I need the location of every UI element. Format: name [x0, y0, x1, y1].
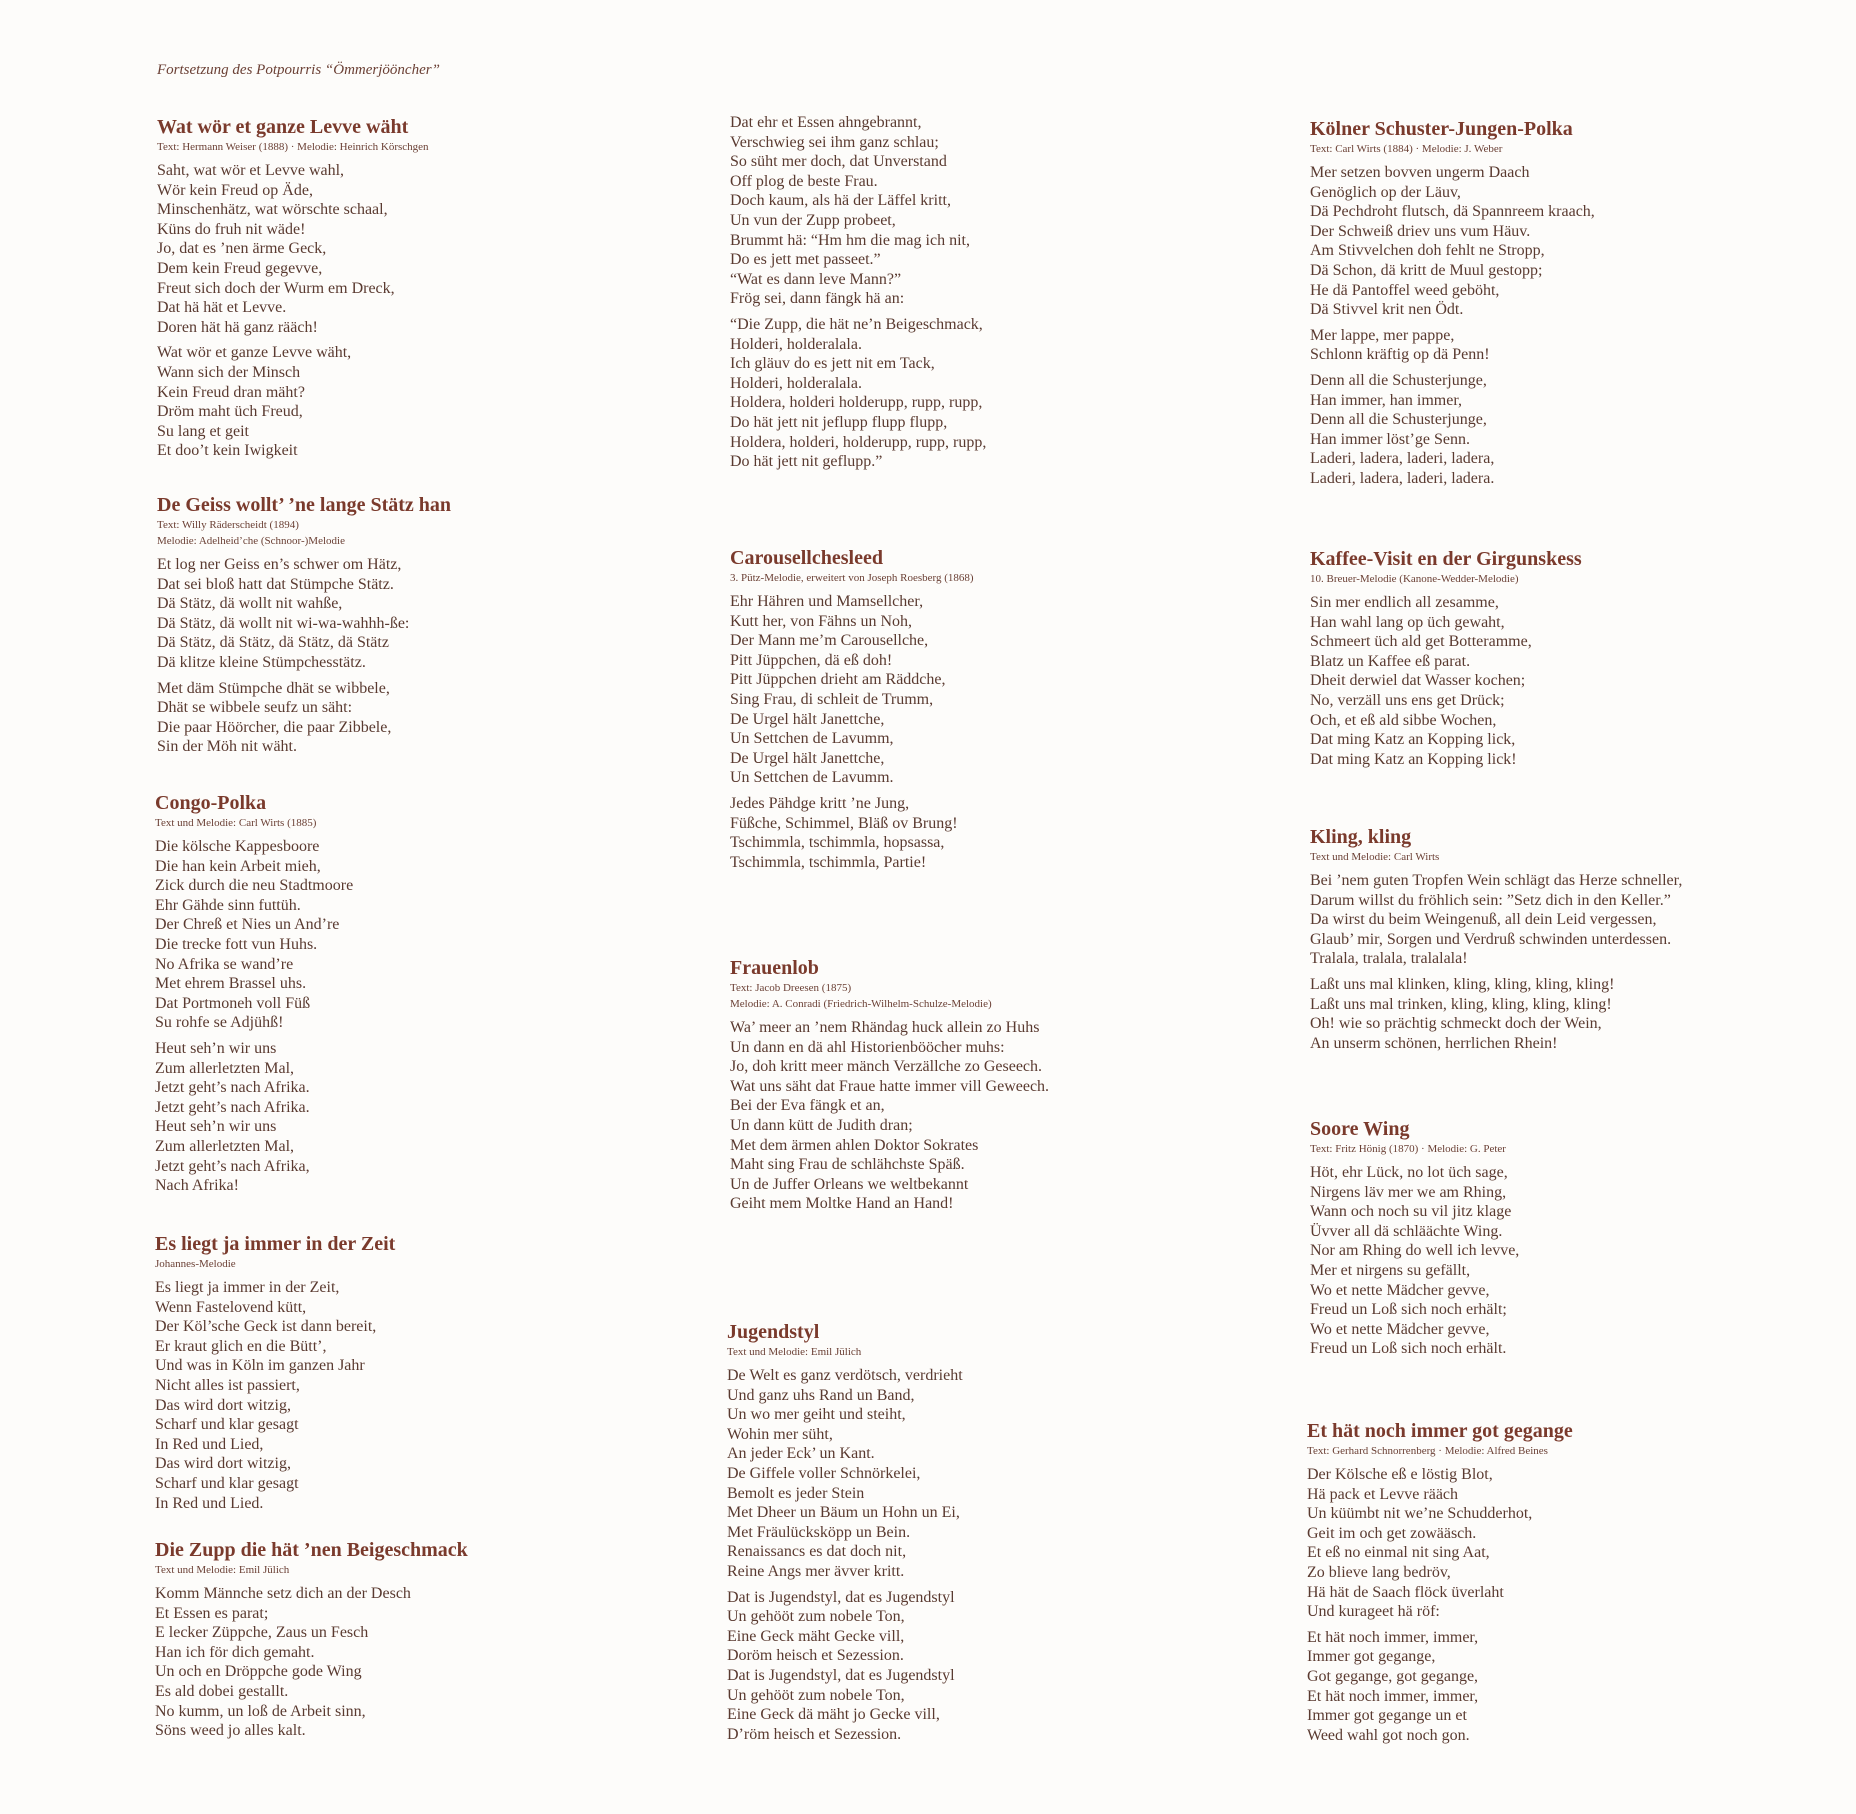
- lyric-line: Mer setzen bovven ungerm Daach: [1310, 164, 1530, 181]
- stanza: [155, 1039, 715, 1196]
- lyric-line: Holderi, holderalala.: [730, 374, 862, 392]
- lyric-line: Dheit derwiel dat Wasser kochen;: [1310, 672, 1526, 690]
- lyric-line: Doren hät hä ganz rääch!: [157, 318, 318, 336]
- lyric-line: Und ganz uhs Rand un Band,: [727, 1386, 915, 1404]
- lyric-line: E lecker Züppche, Zaus un Fesch: [155, 1624, 369, 1642]
- lyric-line: Un vun der Zupp probeet,: [730, 211, 896, 229]
- lyric-line: Laderi, ladera, laderi, ladera.: [1310, 469, 1495, 487]
- lyric-line: Komm Männche setz dich an der Desch: [155, 1585, 411, 1602]
- lyric-line: Jo, dat es ’nen ärme Geck,: [157, 240, 327, 258]
- lyric-line: D’röm heisch et Sezession.: [727, 1725, 902, 1743]
- lyric-line: Zick durch die neu Stadtmoore: [155, 877, 354, 895]
- lyric-line: Dä Schon, dä kritt de Muul gestopp;: [1310, 261, 1543, 279]
- song-title: Die Zupp die hät ’nen Beigeschmack: [155, 1539, 468, 1561]
- lyric-line: Söns weed jo alles kalt.: [155, 1722, 306, 1740]
- lyric-line: “Die Zupp, die hät ne’n Beigeschmack,: [730, 315, 983, 333]
- lyric-line: Un dann en dä ahl Historienbööcher muhs:: [730, 1038, 1005, 1056]
- song-credits: Text und Melodie: Emil Jülich: [727, 1346, 862, 1358]
- lyric-line: Der Mann me’m Carousellche,: [730, 632, 929, 650]
- lyric-line: Die paar Höörcher, die paar Zibbele,: [157, 718, 392, 736]
- lyric-line: So süht mer doch, dat Unverstand: [730, 153, 947, 171]
- lyric-line: Dat ehr et Essen ahngebrannt,: [730, 114, 922, 131]
- lyric-line: Jetzt geht’s nach Afrika,: [155, 1157, 310, 1175]
- lyric-line: Der Schweiß driev uns vum Häuv.: [1310, 222, 1531, 240]
- lyric-line: Die han kein Arbeit mieh,: [155, 857, 321, 875]
- lyric-line: Kein Freud dran mäht?: [157, 383, 305, 401]
- lyric-line: Freud un Loß sich noch erhält;: [1310, 1301, 1507, 1319]
- lyric-line: Oh! wie so prächtig schmeckt doch der Wein,: [1310, 1015, 1602, 1033]
- lyric-line: Wat uns säht dat Fraue hatte immer vill Geweech.: [730, 1077, 1050, 1095]
- lyric-line: De Urgel hält Janettche,: [730, 710, 885, 728]
- lyric-line: Jedes Pähdge kritt ’ne Jung,: [730, 794, 910, 812]
- lyric-line: Holderi, holderalala.: [730, 335, 862, 353]
- song-title: Es liegt ja immer in der Zeit: [155, 1233, 396, 1255]
- lyric-line: Dä Stätz, dä wollt nit wi-wa-wahhh-ße:: [157, 614, 410, 632]
- song-credits: Melodie: A. Conradi (Friedrich-Wilhelm-Schulze-Melodie): [730, 998, 992, 1010]
- lyric-line: Met dem ärmen ahlen Doktor Sokrates: [730, 1136, 979, 1154]
- lyric-line: Su lang et geit: [157, 422, 249, 440]
- lyric-line: Et eß no einmal nit sing Aat,: [1307, 1544, 1490, 1562]
- stanza: [727, 1588, 1287, 1745]
- lyric-line: Nor am Rhing do well ich levve,: [1310, 1242, 1520, 1260]
- lyric-line: Scharf und klar gesagt: [155, 1416, 299, 1434]
- lyric-line: Zo blieve lang bedröv,: [1307, 1563, 1451, 1581]
- lyric-line: Met ehrem Brassel uhs.: [155, 975, 307, 993]
- lyric-line: De Welt es ganz verdötsch, verdrieht: [727, 1367, 963, 1384]
- lyric-line: Füßche, Schimmel, Bläß ov Brung!: [730, 814, 958, 832]
- song-die-zupp-cont: [730, 113, 1290, 472]
- song-credits: Melodie: Adelheid’che (Schnoor-)Melodie: [157, 535, 345, 547]
- lyric-line: Immer got gegange un et: [1307, 1707, 1467, 1725]
- lyric-line: Und was in Köln im ganzen Jahr: [155, 1357, 365, 1375]
- song-carousell: [730, 546, 1290, 872]
- lyric-line: Frög sei, dann fängk hä an:: [730, 290, 905, 308]
- song-wat-wor: [157, 115, 717, 461]
- lyric-line: Do es jett met passeet.”: [730, 251, 881, 269]
- lyric-line: Dat is Jugendstyl, dat es Jugendstyl: [727, 1588, 955, 1606]
- lyric-line: Üvver all dä schläächte Wing.: [1310, 1222, 1503, 1240]
- stanza: [730, 794, 1290, 872]
- lyric-line: Un dann kütt de Judith dran;: [730, 1116, 913, 1134]
- lyric-line: Zum allerletzten Mal,: [155, 1137, 295, 1155]
- lyric-line: Laßt uns mal trinken, kling, kling, kling, kling!: [1310, 995, 1612, 1013]
- lyric-line: Denn all die Schusterjunge,: [1310, 371, 1487, 389]
- lyric-line: Dat Portmoneh voll Füß: [155, 994, 311, 1012]
- song-credits: Text und Melodie: Emil Jülich: [155, 1564, 290, 1576]
- lyric-line: Holdera, holderi holderupp, rupp, rupp,: [730, 394, 983, 412]
- lyric-line: Ich gläuv do es jett nit em Tack,: [730, 355, 935, 373]
- song-title: Jugendstyl: [727, 1321, 820, 1343]
- lyric-line: “Wat es dann leve Mann?”: [730, 270, 902, 288]
- stanza: [155, 837, 715, 1033]
- lyric-line: Renaissancs es dat doch nit,: [727, 1543, 907, 1561]
- lyric-line: Kutt her, von Fähns un Noh,: [730, 612, 913, 630]
- lyric-line: Och, et eß ald sibbe Wochen,: [1310, 711, 1497, 729]
- lyric-line: Schmeert üch ald get Botteramme,: [1310, 633, 1532, 651]
- lyric-line: Got gegange, got gegange,: [1307, 1667, 1479, 1685]
- lyric-line: Un gehööt zum nobele Ton,: [727, 1686, 905, 1704]
- song-title: Kaffee-Visit en der Girgunskess: [1310, 548, 1582, 570]
- stanza: [730, 1018, 1290, 1214]
- song-credits: Text: Willy Räderscheidt (1894): [157, 519, 299, 531]
- lyric-line: Dä Stivvel krit nen Ödt.: [1310, 301, 1464, 319]
- lyric-line: Ehr Hähren und Mamsellcher,: [730, 593, 924, 610]
- lyric-line: Wo et nette Mädcher gevve,: [1310, 1320, 1490, 1338]
- stanza: [1310, 871, 1856, 969]
- lyric-line: Nirgens läv mer we am Rhing,: [1310, 1183, 1507, 1201]
- lyric-line: Reine Angs mer ävver kritt.: [727, 1562, 905, 1580]
- lyric-line: Dat ming Katz an Kopping lick,: [1310, 731, 1516, 749]
- song-kaffee: [1310, 547, 1856, 769]
- lyric-line: Da wirst du beim Weingenuß, all dein Leid vergessen,: [1310, 911, 1657, 929]
- stanza: [730, 113, 1290, 309]
- lyric-line: Off plog de beste Frau.: [730, 172, 878, 190]
- lyric-line: Heut seh’n wir uns: [155, 1039, 277, 1057]
- lyric-line: Tralala, tralala, tralalala!: [1310, 950, 1468, 968]
- lyric-line: Sin der Möh nit wäht.: [157, 738, 297, 756]
- stanza: [157, 343, 717, 461]
- lyric-line: Hä hät de Saach flöck üverlaht: [1307, 1583, 1504, 1601]
- lyric-line: Geit im och get zowääsch.: [1307, 1524, 1477, 1542]
- lyric-line: Ehr Gähde sinn futtüh.: [155, 896, 301, 914]
- lyric-line: Jo, doh kritt meer mänch Verzällche zo Geseech.: [730, 1058, 1043, 1076]
- lyric-line: Maht sing Frau de schlähchste Späß.: [730, 1156, 965, 1174]
- lyric-line: Dem kein Freud gegevve,: [157, 259, 323, 277]
- lyric-line: Eine Geck dä mäht jo Gecke vill,: [727, 1706, 940, 1724]
- lyric-line: Das wird dort witzig,: [155, 1455, 291, 1473]
- lyric-line: Blatz un Kaffee eß parat.: [1310, 652, 1471, 670]
- lyric-line: Brummt hä: “Hm hm die mag ich nit,: [730, 231, 970, 249]
- song-schuster: [1310, 117, 1856, 489]
- stanza: [155, 1278, 715, 1513]
- lyric-line: Doch kaum, als hä der Läffel kritt,: [730, 192, 951, 210]
- lyric-line: Die trecke fott vun Huhs.: [155, 935, 318, 953]
- stanza: [1307, 1628, 1856, 1746]
- song-title: Kling, kling: [1310, 826, 1412, 848]
- lyric-line: Tschimmla, tschimmla, hopsassa,: [730, 834, 945, 852]
- lyric-line: In Red und Lied.: [155, 1494, 264, 1512]
- lyric-line: Jetzt geht’s nach Afrika.: [155, 1098, 310, 1116]
- lyric-line: Bemolt es jeder Stein: [727, 1484, 865, 1502]
- lyric-line: Met Dheer un Bäum un Hohn un Ei,: [727, 1504, 960, 1522]
- lyric-line: Un küümbt nit we’ne Schudderhot,: [1307, 1505, 1533, 1523]
- lyric-line: Er kraut glich en die Bütt’,: [155, 1337, 327, 1355]
- lyric-line: Geiht mem Moltke Hand an Hand!: [730, 1195, 954, 1213]
- lyric-line: Un de Juffer Orleans we weltbekannt: [730, 1175, 969, 1193]
- stanza: [155, 1584, 715, 1741]
- lyric-line: Jetzt geht’s nach Afrika.: [155, 1079, 310, 1097]
- stanza: [1310, 975, 1856, 1053]
- song-title: De Geiss wollt’ ’ne lange Stätz han: [157, 494, 452, 516]
- lyric-line: Saht, wat wör et Levve wahl,: [157, 162, 345, 179]
- lyric-line: Holdera, holderi, holderupp, rupp, rupp,: [730, 433, 987, 451]
- song-title: Frauenlob: [730, 957, 819, 979]
- stanza: [727, 1366, 1287, 1582]
- lyric-line: Dhät se wibbele seufz un säht:: [157, 699, 353, 717]
- lyric-line: Eine Geck mäht Gecke vill,: [727, 1627, 905, 1645]
- lyric-line: Su rohfe se Adjühß!: [155, 1014, 284, 1032]
- song-kling: [1310, 825, 1856, 1053]
- lyric-line: Weed wahl got noch gon.: [1307, 1726, 1470, 1744]
- stanza: [157, 161, 717, 337]
- stanza: [1310, 593, 1856, 769]
- song-congo: [155, 791, 715, 1196]
- lyric-line: Der Chreß et Nies un And’re: [155, 916, 340, 934]
- lyric-line: Nicht alles ist passiert,: [155, 1376, 300, 1394]
- lyric-line: Han immer löst’ge Senn.: [1310, 430, 1470, 448]
- song-soore: [1310, 1117, 1856, 1359]
- lyric-line: Et doo’t kein Iwigkeit: [157, 442, 298, 460]
- lyric-line: Dä klitze kleine Stümpchesstätz.: [157, 653, 366, 671]
- song-title: Soore Wing: [1310, 1118, 1410, 1140]
- lyric-line: Zum allerletzten Mal,: [155, 1059, 295, 1077]
- lyric-line: Wo et nette Mädcher gevve,: [1310, 1281, 1490, 1299]
- song-es-liegt: [155, 1232, 715, 1513]
- song-de-geiss: [157, 493, 717, 757]
- lyric-line: Un gehööt zum nobele Ton,: [727, 1608, 905, 1626]
- song-credits: 3. Pütz-Melodie, erweitert von Joseph Roesberg (1868): [730, 572, 974, 584]
- lyric-line: Heut seh’n wir uns: [155, 1118, 277, 1136]
- stanza: [1310, 1163, 1856, 1359]
- stanza: [1310, 371, 1856, 489]
- lyric-line: Un och en Dröppche gode Wing: [155, 1663, 362, 1681]
- lyric-line: Do hät jett nit geflupp.”: [730, 453, 883, 471]
- lyric-line: Es liegt ja immer in der Zeit,: [155, 1279, 340, 1296]
- lyric-line: Glaub’ mir, Sorgen und Verdruß schwinden unterdessen.: [1310, 930, 1672, 948]
- song-credits: Text: Hermann Weiser (1888) · Melodie: Heinrich Körschgen: [157, 141, 429, 153]
- lyric-line: Laderi, ladera, laderi, ladera,: [1310, 450, 1495, 468]
- lyric-line: Met Fräulücksköpp un Bein.: [727, 1523, 911, 1541]
- lyric-line: Dat is Jugendstyl, dat es Jugendstyl: [727, 1666, 955, 1684]
- lyric-line: Wohin mer süht,: [727, 1425, 833, 1443]
- lyric-line: Scharf und klar gesagt: [155, 1474, 299, 1492]
- lyric-line: Dat ming Katz an Kopping lick!: [1310, 750, 1517, 768]
- lyric-line: Der Köl’sche Geck ist dann bereit,: [155, 1318, 377, 1336]
- lyric-line: Mer lappe, mer pappe,: [1310, 326, 1455, 344]
- lyric-line: No, verzäll uns ens get Drück;: [1310, 691, 1505, 709]
- lyric-line: Verschwieg sei ihm ganz schlau;: [730, 133, 939, 151]
- lyric-line: Wat wör et ganze Levve wäht,: [157, 344, 352, 362]
- lyric-line: Pitt Jüppchen, dä eß doh!: [730, 651, 893, 669]
- song-title: Carousellchesleed: [730, 547, 883, 569]
- lyric-line: Do hät jett nit jeflupp flupp flupp,: [730, 413, 948, 431]
- lyric-line: In Red und Lied,: [155, 1435, 264, 1453]
- lyric-line: Et hät noch immer, immer,: [1307, 1687, 1479, 1705]
- lyric-line: Dat hä hät et Levve.: [157, 299, 287, 317]
- lyric-line: Han ich för dich gemaht.: [155, 1643, 315, 1661]
- song-credits: Text: Jacob Dreesen (1875): [730, 982, 852, 994]
- lyric-line: Dä Stätz, dä wollt nit wahße,: [157, 595, 343, 613]
- stanza: [730, 315, 1290, 472]
- song-die-zupp: [155, 1538, 715, 1741]
- lyric-line: Pitt Jüppchen drieht am Räddche,: [730, 671, 946, 689]
- lyric-line: Nach Afrika!: [155, 1177, 239, 1195]
- lyric-line: Wenn Fastelovend kütt,: [155, 1298, 307, 1316]
- lyric-line: Der Kölsche eß e löstig Blot,: [1307, 1466, 1493, 1483]
- song-frauenlob: [730, 956, 1290, 1214]
- stanza: [157, 679, 717, 757]
- lyric-line: Mer et nirgens su gefällt,: [1310, 1261, 1471, 1279]
- song-title: Kölner Schuster-Jungen-Polka: [1310, 118, 1573, 140]
- stanza: [1310, 326, 1856, 365]
- lyric-line: Doröm heisch et Sezession.: [727, 1647, 904, 1665]
- song-et-hat: [1307, 1419, 1856, 1745]
- lyric-line: Un wo mer geiht und steiht,: [727, 1406, 906, 1424]
- lyric-line: Dröm maht üch Freud,: [157, 403, 303, 421]
- lyric-line: Wann sich der Minsch: [157, 363, 301, 381]
- lyric-line: Hä pack et Levve rääch: [1307, 1485, 1459, 1503]
- lyric-line: Schlonn kräftig op dä Penn!: [1310, 346, 1490, 364]
- lyric-line: Sin mer endlich all zesamme,: [1310, 594, 1499, 611]
- lyric-line: Küns do fruh nit wäde!: [157, 220, 306, 238]
- lyric-line: Es ald dobei gestallt.: [155, 1682, 289, 1700]
- song-credits: Text: Fritz Hönig (1870) · Melodie: G. Peter: [1310, 1143, 1506, 1155]
- lyric-line: Et Essen es parat;: [155, 1604, 269, 1622]
- page-header: Fortsetzung des Potpourris “Ömmerjööncher”: [157, 62, 440, 78]
- lyric-line: Die kölsche Kappesboore: [155, 838, 320, 855]
- lyric-line: Immer got gegange,: [1307, 1648, 1436, 1666]
- song-title: Congo-Polka: [155, 792, 267, 814]
- lyric-line: Das wird dort witzig,: [155, 1396, 291, 1414]
- lyric-line: Wa’ meer an ’nem Rhändag huck allein zo Huhs: [730, 1019, 1040, 1036]
- lyric-line: Wör kein Freud op Äde,: [157, 181, 313, 199]
- lyric-line: No kumm, un loß de Arbeit sinn,: [155, 1702, 366, 1720]
- lyric-line: Höt, ehr Lück, no lot üch sage,: [1310, 1164, 1508, 1181]
- lyric-line: Bei ’nem guten Tropfen Wein schlägt das Herze schneller,: [1310, 872, 1683, 889]
- lyric-line: An jeder Eck’ un Kant.: [727, 1445, 875, 1463]
- stanza: [157, 555, 717, 673]
- song-title: Et hät noch immer got gegange: [1307, 1420, 1573, 1442]
- lyric-line: Han immer, han immer,: [1310, 391, 1463, 409]
- lyric-line: No Afrika se wand’re: [155, 955, 294, 973]
- stanza: [1310, 163, 1856, 320]
- lyric-line: Sing Frau, di schleit de Trumm,: [730, 690, 934, 708]
- stanza: [1307, 1465, 1856, 1622]
- lyric-line: Wann och noch su vil jitz klage: [1310, 1203, 1512, 1221]
- lyric-line: Bei der Eva fängk et an,: [730, 1097, 885, 1115]
- song-credits: Text und Melodie: Carl Wirts (1885): [155, 817, 317, 829]
- lyric-line: He dä Pantoffel weed geböht,: [1310, 281, 1500, 299]
- lyric-line: Tschimmla, tschimmla, Partie!: [730, 853, 927, 871]
- lyric-line: Met däm Stümpche dhät se wibbele,: [157, 679, 390, 697]
- lyric-line: Un Settchen de Lavumm,: [730, 730, 894, 748]
- lyric-line: Darum willst du fröhlich sein: ”Setz dich in den Keller.”: [1310, 891, 1671, 909]
- song-jugendstyl: [727, 1320, 1287, 1744]
- song-credits: Text: Carl Wirts (1884) · Melodie: J. Weber: [1310, 143, 1503, 155]
- lyric-line: Et log ner Geiss en’s schwer om Hätz,: [157, 556, 402, 573]
- lyric-line: De Giffele voller Schnörkelei,: [727, 1464, 921, 1482]
- lyric-line: Un Settchen de Lavumm.: [730, 769, 894, 787]
- lyric-line: Freud un Loß sich noch erhält.: [1310, 1340, 1507, 1358]
- lyric-line: Denn all die Schusterjunge,: [1310, 411, 1487, 429]
- lyric-line: Dä Pechdroht flutsch, dä Spannreem kraach,: [1310, 203, 1595, 221]
- stanza: [730, 592, 1290, 788]
- song-credits: Text: Gerhard Schnorrenberg · Melodie: Alfred Beines: [1307, 1445, 1548, 1457]
- lyric-line: Laßt uns mal klinken, kling, kling, kling, kling!: [1310, 975, 1615, 993]
- lyric-line: Han wahl lang op üch gewaht,: [1310, 613, 1505, 631]
- lyric-line: Minschenhätz, wat wörschte schaal,: [157, 201, 388, 219]
- lyric-line: Dat sei bloß hatt dat Stümpche Stätz.: [157, 575, 394, 593]
- song-title: Wat wör et ganze Levve wäht: [157, 116, 409, 138]
- lyric-line: An unserm schönen, herrlichen Rhein!: [1310, 1034, 1558, 1052]
- lyric-line: Genöglich op der Läuv,: [1310, 183, 1461, 201]
- lyric-line: Freut sich doch der Wurm em Dreck,: [157, 279, 395, 297]
- song-credits: Johannes-Melodie: [155, 1258, 236, 1270]
- lyric-line: Am Stivvelchen doh fehlt ne Stropp,: [1310, 242, 1545, 260]
- lyric-line: Und kurageet hä röf:: [1307, 1603, 1440, 1621]
- lyric-line: Dä Stätz, dä Stätz, dä Stätz, dä Stätz: [157, 634, 389, 652]
- song-credits: Text und Melodie: Carl Wirts: [1310, 851, 1440, 863]
- lyric-line: De Urgel hält Janettche,: [730, 749, 885, 767]
- song-credits: 10. Breuer-Melodie (Kanone-Wedder-Melodie): [1310, 573, 1519, 585]
- lyric-line: Et hät noch immer, immer,: [1307, 1628, 1479, 1646]
